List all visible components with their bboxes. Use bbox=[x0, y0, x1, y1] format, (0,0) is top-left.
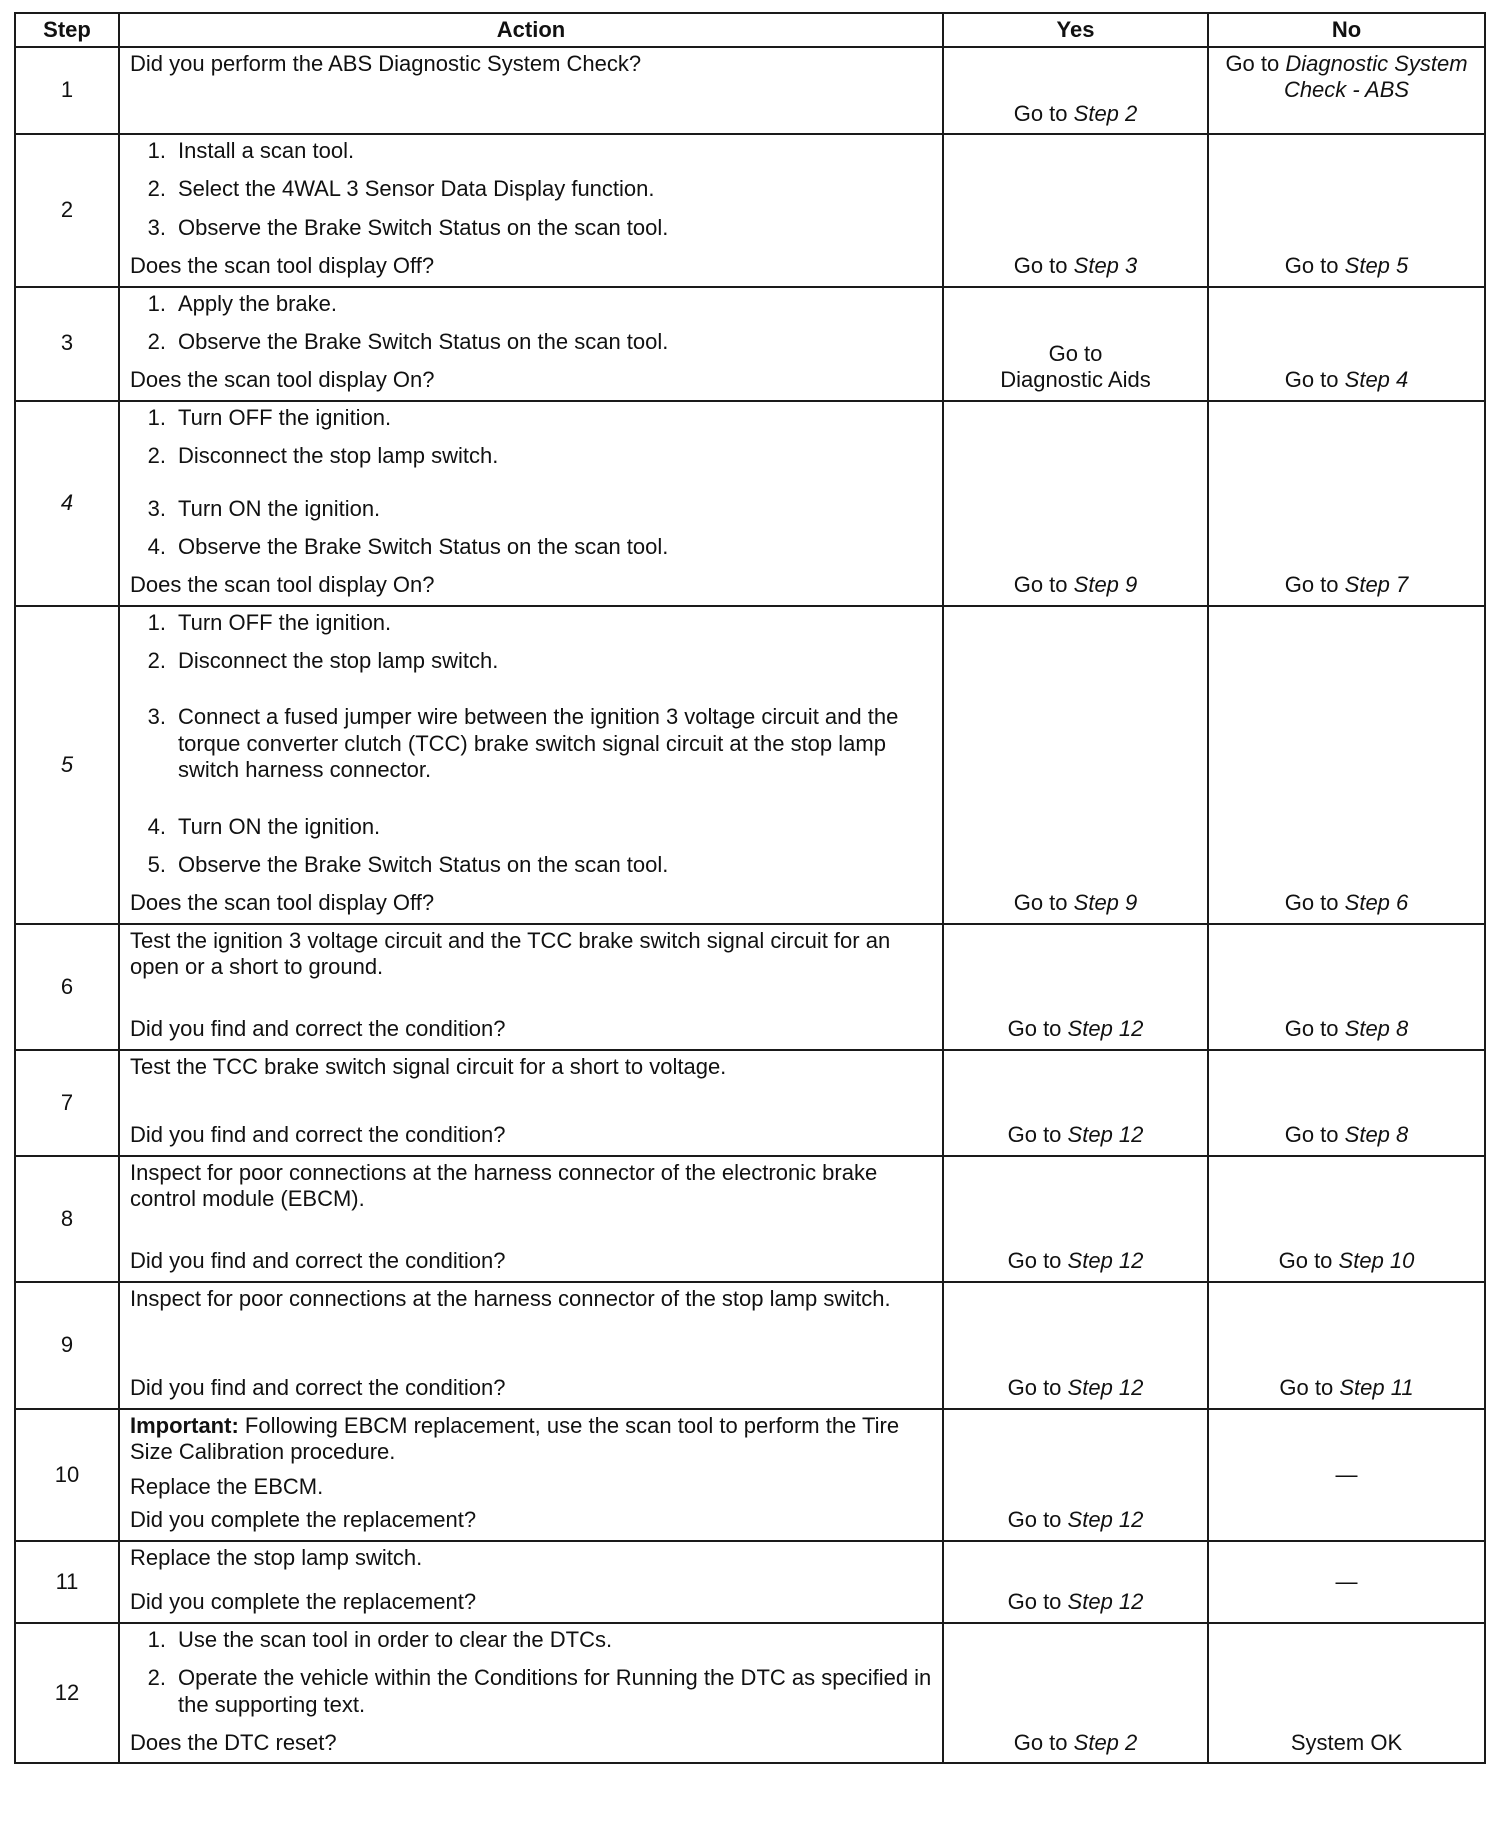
action-question: Does the scan tool display Off? bbox=[130, 890, 435, 916]
no-cell: — bbox=[1208, 1541, 1485, 1623]
list-item: 5. Observe the Brake Switch Status on the scan tool. bbox=[147, 852, 669, 878]
action-question: Did you find and correct the condition? bbox=[130, 1375, 506, 1401]
table-row bbox=[15, 287, 1485, 401]
yes-cell: Go to Diagnostic Aids bbox=[943, 287, 1208, 401]
table-row bbox=[15, 47, 1485, 134]
action-cell bbox=[119, 287, 943, 401]
action-instruction: Replace the EBCM. bbox=[130, 1473, 324, 1499]
step-number: 6 bbox=[15, 924, 119, 1050]
no-cell: Go to Step 4 bbox=[1208, 287, 1485, 401]
yes-cell: Go to Step 2 bbox=[943, 1623, 1208, 1764]
table-row bbox=[15, 1623, 1485, 1764]
table-row bbox=[15, 401, 1485, 606]
no-cell: Go to Step 11 bbox=[1208, 1282, 1485, 1409]
action-text: Replace the stop lamp switch. bbox=[130, 1544, 423, 1570]
action-text: Inspect for poor connections at the harness connector of the electronic brake control module (EBCM). bbox=[130, 1159, 878, 1212]
yes-target: Step 2 bbox=[1073, 100, 1138, 126]
yes-cell: Go to Step 12 bbox=[943, 1541, 1208, 1623]
list-item: 2. Disconnect the stop lamp switch. bbox=[147, 648, 499, 674]
action-text: Inspect for poor connections at the harness connector of the stop lamp switch. bbox=[130, 1285, 891, 1311]
header-no: No bbox=[1208, 13, 1485, 47]
list-item: 2. Select the 4WAL 3 Sensor Data Display function. bbox=[147, 176, 655, 202]
list-item: 2. Operate the vehicle within the Conditions for Running the DTC as specified in the supporting text. bbox=[147, 1665, 932, 1717]
list-item: 4. Observe the Brake Switch Status on the scan tool. bbox=[147, 533, 669, 559]
list-item: 1. Apply the brake. bbox=[147, 290, 337, 316]
yes-cell: Go to Step 12 bbox=[943, 1282, 1208, 1409]
list-item: 1. Turn OFF the ignition. bbox=[147, 404, 392, 430]
list-item: 2. Observe the Brake Switch Status on the scan tool. bbox=[147, 328, 669, 354]
yes-cell: Go to Step 12 bbox=[943, 924, 1208, 1050]
action-cell bbox=[119, 1409, 943, 1541]
no-cell: Go to Step 10 bbox=[1208, 1156, 1485, 1282]
step-number: 3 bbox=[15, 287, 119, 401]
important-label: Important: bbox=[130, 1412, 239, 1438]
important-note bbox=[130, 1413, 932, 1466]
action-question: Does the scan tool display On? bbox=[130, 572, 435, 598]
no-cell: System OK bbox=[1208, 1623, 1485, 1764]
yes-cell: Go to Step 9 bbox=[943, 401, 1208, 606]
no-cell: Go to Step 6 bbox=[1208, 606, 1485, 924]
no-prefix: Go to bbox=[1225, 51, 1280, 76]
table-row bbox=[15, 134, 1485, 287]
action-question: Did you find and correct the condition? bbox=[130, 1016, 506, 1042]
table-row bbox=[15, 1282, 1485, 1409]
no-cell: Go to Step 8 bbox=[1208, 1050, 1485, 1156]
table-row bbox=[15, 924, 1485, 1050]
no-target: Diagnostic System Check - ABS bbox=[1283, 51, 1468, 103]
action-question: Did you find and correct the condition? bbox=[130, 1248, 506, 1274]
yes-cell: Go to Step 12 bbox=[943, 1156, 1208, 1282]
step-number: 8 bbox=[15, 1156, 119, 1282]
step-number: 2 bbox=[15, 134, 119, 287]
yes-cell: Go to Step 9 bbox=[943, 606, 1208, 924]
no-cell: Go to Step 5 bbox=[1208, 134, 1485, 287]
action-question: Does the scan tool display On? bbox=[130, 367, 435, 393]
list-item: 1. Use the scan tool in order to clear the DTCs. bbox=[147, 1626, 613, 1652]
action-cell bbox=[119, 1623, 943, 1764]
step-number: 1 bbox=[15, 47, 119, 134]
action-question: Did you complete the replacement? bbox=[130, 1589, 477, 1615]
step-number: 7 bbox=[15, 1050, 119, 1156]
action-cell bbox=[119, 47, 943, 134]
action-list bbox=[130, 291, 932, 356]
yes-cell: Go to Step 3 bbox=[943, 134, 1208, 287]
no-cell bbox=[1208, 47, 1485, 134]
step-number: 11 bbox=[15, 1541, 119, 1623]
action-question: Does the scan tool display Off? bbox=[130, 253, 435, 279]
header-step: Step bbox=[15, 13, 119, 47]
action-list bbox=[130, 138, 932, 241]
action-cell bbox=[119, 1156, 943, 1282]
list-item: 2. Disconnect the stop lamp switch. bbox=[147, 443, 499, 469]
action-question: Does the DTC reset? bbox=[130, 1729, 337, 1755]
table-row bbox=[15, 1541, 1485, 1623]
action-cell bbox=[119, 1282, 943, 1409]
header-action: Action bbox=[119, 13, 943, 47]
yes-cell: Go to Step 12 bbox=[943, 1050, 1208, 1156]
list-item: 3. Turn ON the ignition. bbox=[147, 495, 381, 521]
action-list bbox=[130, 610, 932, 879]
list-item: 3. Connect a fused jumper wire between the ignition 3 voltage circuit and the torque converter clutch (TCC) brake switch signal circuit at the stop lamp switch harness connector. bbox=[147, 704, 899, 783]
no-cell: Go to Step 7 bbox=[1208, 401, 1485, 606]
step-number: 5 bbox=[15, 606, 119, 924]
action-question: Did you complete the replacement? bbox=[130, 1507, 477, 1533]
no-cell: — bbox=[1208, 1409, 1485, 1541]
action-cell bbox=[119, 606, 943, 924]
step-number: 4 bbox=[15, 401, 119, 606]
table-row bbox=[15, 1156, 1485, 1282]
action-list bbox=[130, 405, 932, 561]
step-number: 10 bbox=[15, 1409, 119, 1541]
important-text: Following EBCM replacement, use the scan tool to perform the Tire Size Calibration procedure. bbox=[130, 1412, 900, 1465]
action-cell bbox=[119, 924, 943, 1050]
no-cell: Go to Step 8 bbox=[1208, 924, 1485, 1050]
action-cell bbox=[119, 401, 943, 606]
action-list bbox=[130, 1627, 932, 1718]
step-number: 9 bbox=[15, 1282, 119, 1409]
list-item: 3. Observe the Brake Switch Status on the scan tool. bbox=[147, 214, 669, 240]
table-row bbox=[15, 1050, 1485, 1156]
table-row bbox=[15, 606, 1485, 924]
action-question: Did you find and correct the condition? bbox=[130, 1122, 506, 1148]
action-text: Test the TCC brake switch signal circuit for a short to voltage. bbox=[130, 1053, 727, 1079]
diagnostic-table bbox=[14, 12, 1486, 1764]
table-row bbox=[15, 1409, 1485, 1541]
action-question: Did you perform the ABS Diagnostic System Check? bbox=[130, 51, 642, 76]
yes-prefix: Go to bbox=[1013, 100, 1068, 126]
list-item: 4. Turn ON the ignition. bbox=[147, 813, 381, 839]
action-cell bbox=[119, 134, 943, 287]
list-item: 1. Turn OFF the ignition. bbox=[147, 609, 392, 635]
action-cell bbox=[119, 1541, 943, 1623]
action-cell bbox=[119, 1050, 943, 1156]
list-item: 1. Install a scan tool. bbox=[147, 138, 355, 163]
step-number: 12 bbox=[15, 1623, 119, 1764]
header-yes: Yes bbox=[943, 13, 1208, 47]
yes-cell: Go to Step 12 bbox=[943, 1409, 1208, 1541]
yes-cell bbox=[943, 47, 1208, 134]
action-text: Test the ignition 3 voltage circuit and the TCC brake switch signal circuit for an open or a short to ground. bbox=[130, 927, 891, 980]
table-header-row bbox=[15, 13, 1485, 47]
